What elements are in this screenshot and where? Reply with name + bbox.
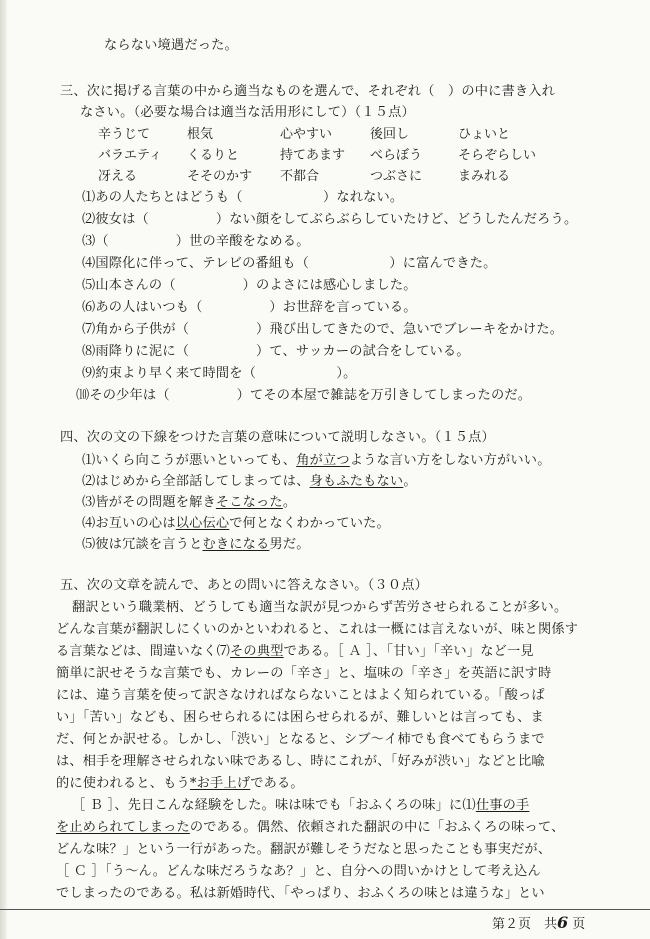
word-bank-item: ひょいと (458, 127, 511, 142)
word-bank-item: 冴える (98, 169, 138, 184)
passage-line: る言葉などは、間違いなく⑺その典型である。［ Ａ ］、「甘い」「辛い」など一見 (56, 644, 534, 659)
word-bank-item: つぶさに (370, 169, 423, 184)
section4-title: 四、次の文の下線をつけた言葉の意味について説明しなさい。（１５点） (60, 430, 495, 445)
underlined-phrase: 身もふたもない (309, 474, 404, 489)
word-bank-item: 心やすい (280, 127, 333, 142)
underlined-phrase: 角が立つ (296, 453, 350, 468)
passage-line: を止められてしまったのである。偶然、依頼された翻訳の中に「おふくろの味って、 (56, 820, 565, 835)
word-bank-item: 不都合 (280, 169, 320, 184)
section3-question-10: ⑽その少年は（ ）てその本屋で雑誌を万引きしてしまったのだ。 (76, 388, 532, 403)
passage-line: ［ Ｂ ］、先日こんな経験をした。味は味でも「おふくろの味」に⑴仕事の手 (72, 798, 530, 813)
word-bank-item: 持てあます (280, 148, 346, 163)
passage-line: だ、何とか訳せる。しかし、「渋い」となると、シブ～イ柿でも食べてもらうまで (56, 732, 545, 747)
section3-question-2: ⑵彼女は（ ）ない顔をしてぶらぶらしていたけど、どうしたんだろう。 (82, 212, 578, 227)
section3-question-6: ⑹あの人はいつも（ ）お世辞を言っている。 (82, 300, 417, 315)
scan-edge (0, 0, 7, 939)
section4-question-3: ⑶皆がその問題を解きそこなった。 (82, 495, 297, 510)
word-bank-item: まみれる (458, 169, 511, 184)
section4-question-4: ⑷お互いの心は以心伝心で何となくわかっていた。 (82, 516, 390, 531)
word-bank-item: べらぼう (370, 148, 423, 163)
passage-line: 的に使われると、もう*お手上げである。 (56, 776, 304, 791)
section3-question-9: ⑼約束より早く来て時間を（ ）。 (82, 366, 357, 381)
underlined-phrase: その典型 (230, 644, 284, 659)
passage-line: 翻訳という職業柄、どうしても適当な訳が見つからず苦労させられることが多い。 (72, 600, 568, 615)
section3-question-7: ⑺角から子供が（ ）飛び出してきたので、急いでブレーキをかけた。 (82, 322, 564, 337)
underlined-phrase: *お手上げ (189, 776, 251, 791)
passage-line: ［ Ｃ ］「う～ん。どんな味だろうなあ？」と、自分への問いかけとして考え込ん (56, 864, 541, 879)
underlined-phrase: を止められてしまった (56, 820, 190, 835)
section3-title-line1: 三、次に掲げる言葉の中から適当なものを選んで、それぞれ（ ）の中に書き入れ (60, 84, 556, 99)
section5-title: 五、次の文章を読んで、あとの問いに答えなさい。（３０点） (60, 578, 428, 593)
passage-line: どんな言葉が翻訳しにくいのかといわれると、これは一概には言えないが、味と関係す (56, 622, 579, 637)
page-number: 第２页 共6 页 (492, 913, 586, 932)
word-bank-item: バラエティ (98, 148, 162, 163)
intro-line: ならない境遇だった。 (104, 38, 238, 53)
word-bank-item: 後回し (370, 127, 410, 142)
passage-line: には、違う言葉を使って訳さなければならないことはよく知られている。「酸っぱ (56, 688, 545, 703)
section4-question-1: ⑴いくら向こうが悪いといっても、角が立つような言い方をしない方がいい。 (82, 453, 551, 468)
section3-question-3: ⑶（ ）世の辛酸をなめる。 (82, 234, 310, 249)
word-bank-item: そらぞらしい (458, 148, 537, 163)
underlined-phrase: むきになる (202, 537, 270, 552)
underlined-phrase: 以心伝心 (175, 516, 230, 531)
passage-line: は、相手を理解させられない味であるし、時にこれが、「好みが渋い」などと比喩 (56, 754, 545, 769)
footer-divider (0, 909, 650, 910)
section3-title-line2: なさい。（必要な場合は適当な活用形にして）（１５点） (80, 105, 415, 120)
passage-line: い」「苦い」なども、困らせられるには困らせられるが、難しいとは言っても、ま (56, 710, 544, 725)
word-bank-item: くるりと (187, 148, 240, 163)
word-bank-item: 辛うじて (98, 127, 151, 142)
passage-line: どんな味？」という一行があった。翻訳が難しそうだなと思ったことも事実だが、 (56, 842, 552, 857)
section4-question-5: ⑸彼は冗談を言うとむきになる男だ。 (82, 537, 310, 552)
word-bank-item: 根気 (187, 127, 214, 142)
word-bank-item: そそのかす (187, 169, 253, 184)
section4-question-2: ⑵はじめから全部話してしまっては、身もふたもない。 (82, 474, 417, 489)
underlined-phrase: そこなった (215, 495, 283, 510)
passage-line: でしまったのである。私は新婚時代、「やっぱり、おふくろの味とは違うな」とい (56, 886, 545, 901)
passage-line: 簡単に訳せそうな言葉でも、カレーの「辛さ」と、塩味の「辛さ」を英語に訳す時 (56, 666, 552, 681)
section3-question-1: ⑴あの人たちとはどうも（ ）なれない。 (82, 190, 404, 205)
section3-question-4: ⑷国際化に伴って、テレビの番組も（ ）に富んできた。 (82, 256, 497, 271)
section3-question-8: ⑻雨降りに泥に（ ）て、サッカーの試合をしている。 (82, 344, 470, 359)
section3-question-5: ⑸山本さんの（ ）のよさには感心しました。 (82, 278, 417, 293)
underlined-phrase: 仕事の手 (475, 798, 530, 813)
